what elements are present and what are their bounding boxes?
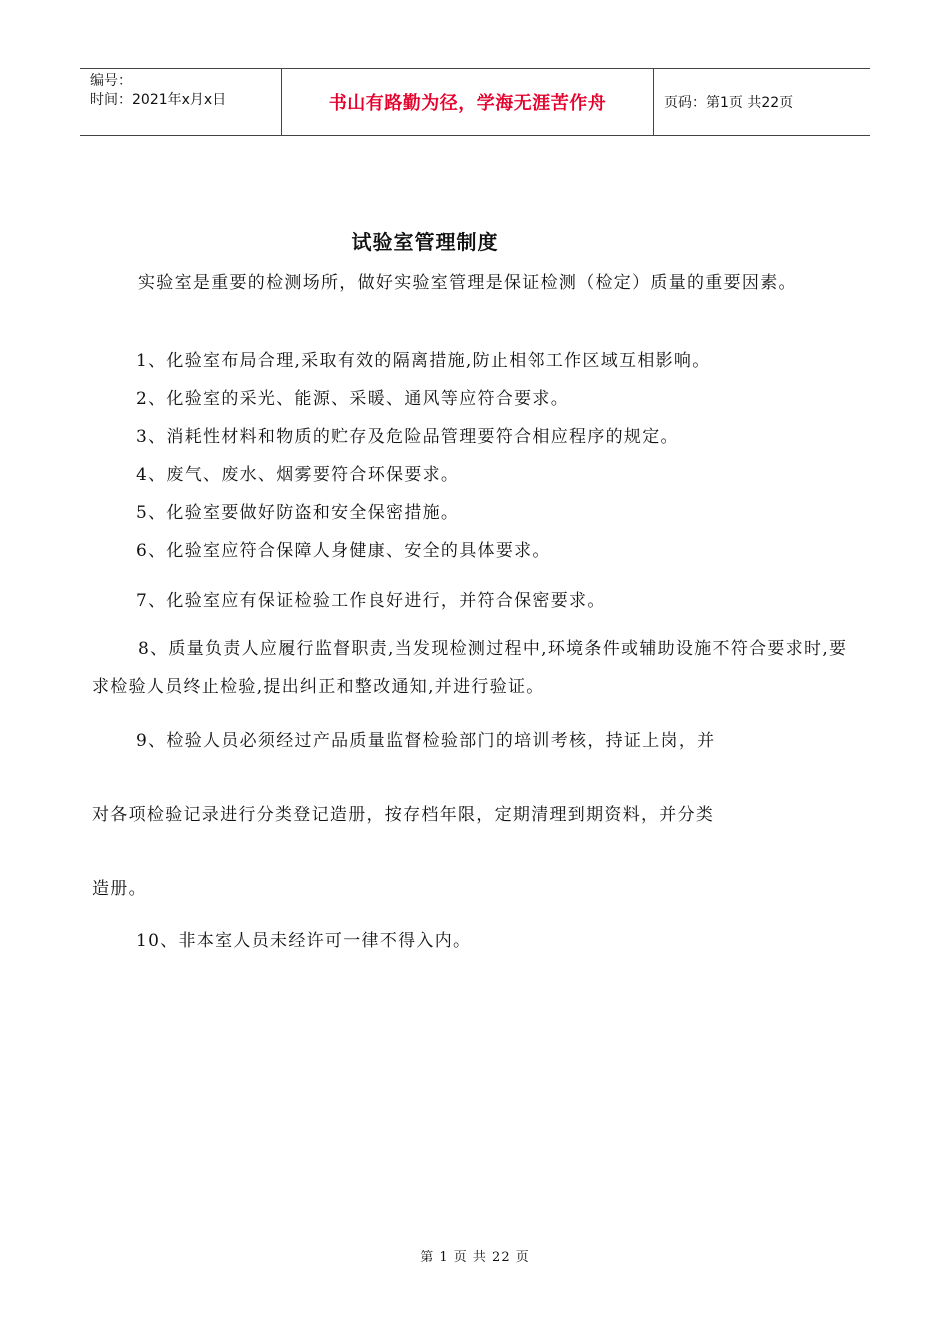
document-number-label: 编号： bbox=[90, 73, 132, 89]
rule-item-9-line-2: 对各项检验记录进行分类登记造册，按存档年限，定期清理到期资料，并分类 bbox=[92, 805, 715, 825]
intro-paragraph: 实验室是重要的检测场所，做好实验室管理是保证检测（检定）质量的重要因素。 bbox=[138, 273, 797, 293]
header-left-cell bbox=[80, 69, 281, 135]
document-date: 时间：2021年x月x日 bbox=[90, 92, 227, 108]
header-page-info: 页码：第1页 共22页 bbox=[664, 95, 794, 111]
page-footer: 第 1 页 共 22 页 bbox=[420, 1250, 530, 1265]
rule-item-1: 1、化验室布局合理,采取有效的隔离措施,防止相邻工作区域互相影响。 bbox=[136, 351, 711, 371]
rule-item-9-line-3: 造册。 bbox=[92, 879, 147, 899]
rule-item-10: 10、非本室人员未经许可一律不得入内。 bbox=[136, 931, 472, 951]
rule-item-3: 3、消耗性材料和物质的贮存及危险品管理要符合相应程序的规定。 bbox=[136, 427, 679, 447]
rule-item-2: 2、化验室的采光、能源、采暖、通风等应符合要求。 bbox=[136, 389, 570, 409]
rule-item-9-line-1: 9、检验人员必须经过产品质量监督检验部门的培训考核，持证上岗，并 bbox=[136, 731, 716, 751]
rule-item-5: 5、化验室要做好防盗和安全保密措施。 bbox=[136, 503, 460, 523]
document-title: 试验室管理制度 bbox=[351, 230, 499, 254]
document-header bbox=[80, 68, 870, 136]
rule-item-7: 7、化验室应有保证检验工作良好进行，并符合保密要求。 bbox=[136, 591, 606, 611]
rule-item-8: 8、质量负责人应履行监督职责,当发现检测过程中,环境条件或辅助设施不符合要求时,要求检验人员终止检验,提出纠正和整改通知,并进行验证。 bbox=[92, 639, 848, 697]
rule-item-6: 6、化验室应符合保障人身健康、安全的具体要求。 bbox=[136, 541, 551, 561]
rule-item-4: 4、废气、废水、烟雾要符合环保要求。 bbox=[136, 465, 460, 485]
header-motto: 书山有路勤为径，学海无涯苦作舟 bbox=[281, 69, 654, 135]
